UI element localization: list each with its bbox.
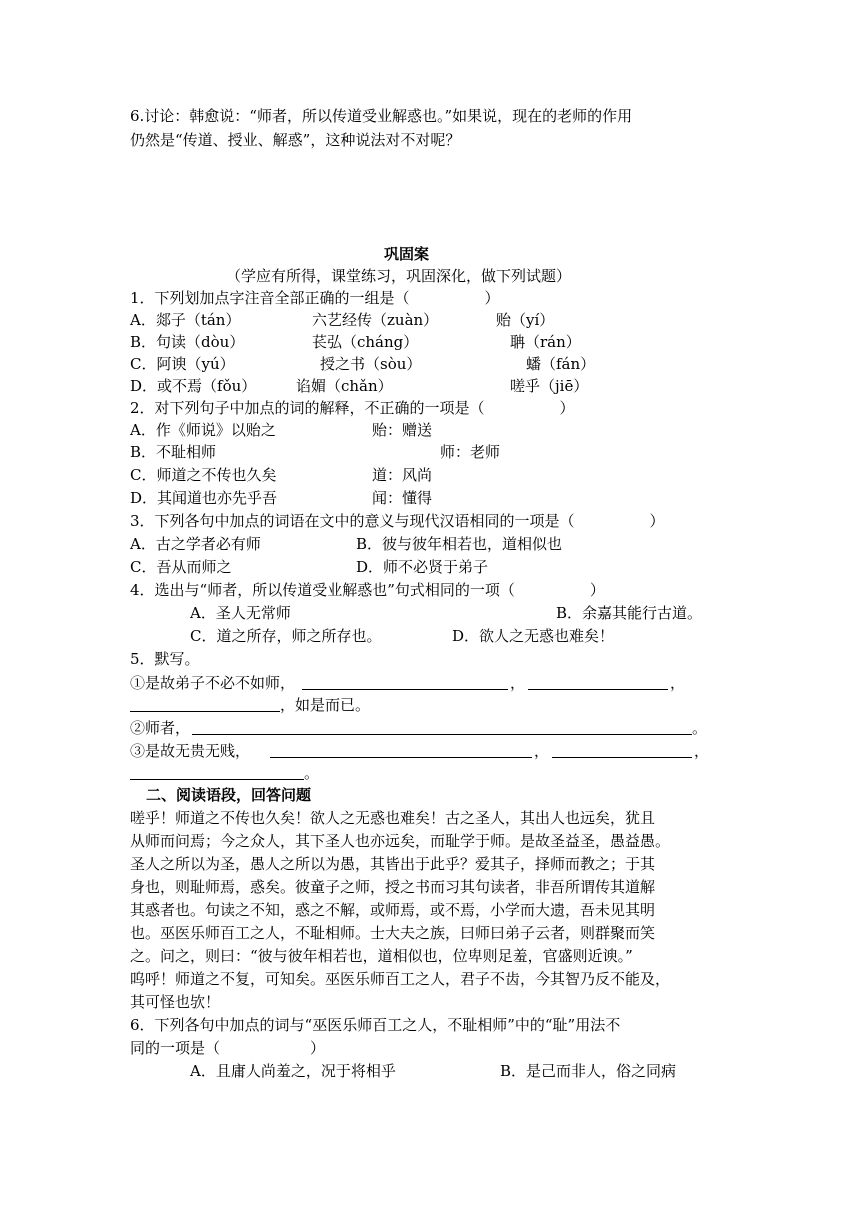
q5-line1-text: ①是故弟子不必不如师，	[130, 674, 296, 692]
q2-a-2: 贻：赠送	[372, 421, 433, 439]
q6-line-2: 同的一项是（ ）	[130, 1039, 326, 1057]
q1-a-3: 贻（yí）	[496, 311, 555, 329]
q5-blank-2[interactable]	[528, 689, 668, 690]
part2-title: 二、阅读语段，回答问题	[146, 786, 312, 804]
q1-b-3: 聃（rán）	[510, 333, 581, 351]
q5-period-5: 。	[304, 764, 320, 782]
q5-comma-4a: ，	[534, 742, 550, 760]
q5-comma-2: ，	[670, 674, 686, 692]
q5-stem: 5．默写。	[130, 650, 200, 668]
q5-line3-text: ②师者，	[130, 719, 191, 737]
q4-d: D．欲人之无惑也难矣！	[452, 627, 615, 645]
q5-blank-5[interactable]	[270, 757, 532, 758]
passage-line-3: 圣人之所以为圣，愚人之所以为愚，其皆出于此乎？爱其子，择师而教之；于其	[130, 855, 656, 873]
q1-b-1: B．句读（dòu）	[130, 333, 245, 351]
q1-d-2: 谄媚（chǎn）	[296, 377, 393, 395]
q2-d-1: D．其闻道也亦先乎吾	[130, 489, 278, 507]
q1-c-1: C．阿谀（yú）	[130, 355, 235, 373]
passage-line-8: 呜呼！师道之不复，可知矣。巫医乐师百工之人，君子不齿，今其智乃反不能及，	[130, 970, 671, 988]
q2-b-2: 师：老师	[440, 443, 501, 461]
q4-c: C．道之所存，师之所存也。	[190, 627, 382, 645]
q3-stem: 3．下列各句中加点的词语在文中的意义与现代汉语相同的一项是（ ）	[130, 512, 665, 530]
discussion-line-1: 6.讨论：韩愈说：“师者，所以传道受业解惑也。”如果说，现在的老师的作用	[130, 107, 633, 125]
passage-line-7: 之。问之，则曰：“彼与彼年相若也，道相似也，位卑则足羞，官盛则近谀。”	[130, 947, 633, 965]
q6-option-a: A．且庸人尚羞之，况于将相乎	[190, 1062, 396, 1080]
passage-line-2: 从师而问焉；今之众人，其下圣人也亦远矣，而耻学于师。是故圣益圣，愚益愚。	[130, 832, 671, 850]
q2-c-2: 道：风尚	[372, 466, 433, 484]
q2-b-1: B．不耻相师	[130, 443, 217, 461]
q4-b: B．余嘉其能行古道。	[556, 604, 703, 622]
q5-period-3: 。	[692, 719, 708, 737]
q2-a-1: A．作《师说》以贻之	[130, 421, 276, 439]
q3-c: C．吾从而师之	[130, 558, 232, 576]
q3-b: B．彼与彼年相若也，道相似也	[356, 535, 563, 553]
q5-comma-4b: ，	[694, 742, 710, 760]
passage-line-5: 其惑者也。句读之不知，惑之不解，或师焉，或不焉，小学而大遗，吾未见其明	[130, 901, 656, 919]
q1-stem: 1．下列划加点字注音全部正确的一组是（ ）	[130, 289, 500, 307]
q5-blank-4[interactable]	[192, 734, 692, 735]
passage-line-6: 也。巫医乐师百工之人，不耻相师。士大夫之族，曰师曰弟子云者，则群聚而笑	[130, 924, 656, 942]
q5-blank-6[interactable]	[552, 757, 692, 758]
q3-a: A．古之学者必有师	[130, 535, 261, 553]
section-subtitle: （学应有所得，课堂练习，巩固深化，做下列试题）	[226, 267, 572, 285]
q2-d-2: 闻：懂得	[372, 489, 433, 507]
passage-line-9: 其可怪也欤！	[130, 993, 221, 1011]
q2-c-1: C．师道之不传也久矣	[130, 466, 277, 484]
q1-d-3: 嗟乎（jiē）	[510, 377, 589, 395]
q5-line2-end: ，如是而已。	[280, 696, 371, 714]
q5-line4-text: ③是故无贵无贱，	[130, 742, 251, 760]
passage-line-1: 嗟乎！师道之不传也久矣！欲人之无惑也难矣！古之圣人，其出人也远矣，犹且	[130, 809, 656, 827]
q5-blank-1[interactable]	[302, 689, 508, 690]
q2-stem: 2．对下列句子中加点的词的解释，不正确的一项是（ ）	[130, 399, 575, 417]
q1-c-3: 蟠（fán）	[526, 355, 596, 373]
q1-a-2: 六艺经传（zuàn）	[312, 311, 439, 329]
q1-a-1: A．郯子（tán）	[130, 311, 241, 329]
q5-comma-1: ，	[510, 674, 526, 692]
passage-line-4: 身也，则耻师焉，惑矣。彼童子之师，授之书而习其句读者，非吾所谓传其道解	[130, 878, 656, 896]
q4-stem: 4．选出与“师者，所以传道受业解惑也”句式相同的一项（ ）	[130, 581, 605, 599]
section-title: 巩固案	[384, 245, 430, 263]
q1-d-1: D．或不焉（fǒu）	[130, 377, 257, 395]
q6-line-1: 6．下列各句中加点的词与“巫医乐师百工之人，不耻相师”中的“耻”用法不	[130, 1016, 621, 1034]
q4-a: A．圣人无常师	[190, 604, 291, 622]
q5-blank-7[interactable]	[130, 779, 304, 780]
q6-option-b: B．是己而非人，俗之同病	[500, 1062, 677, 1080]
discussion-line-2: 仍然是“传道、授业、解惑”，这种说法对不对呢？	[130, 131, 461, 149]
q1-c-2: 授之书（sòu）	[320, 355, 422, 373]
q5-blank-3[interactable]	[130, 711, 280, 712]
q1-b-2: 苌弘（cháng）	[312, 333, 419, 351]
q3-d: D．师不必贤于弟子	[356, 558, 489, 576]
